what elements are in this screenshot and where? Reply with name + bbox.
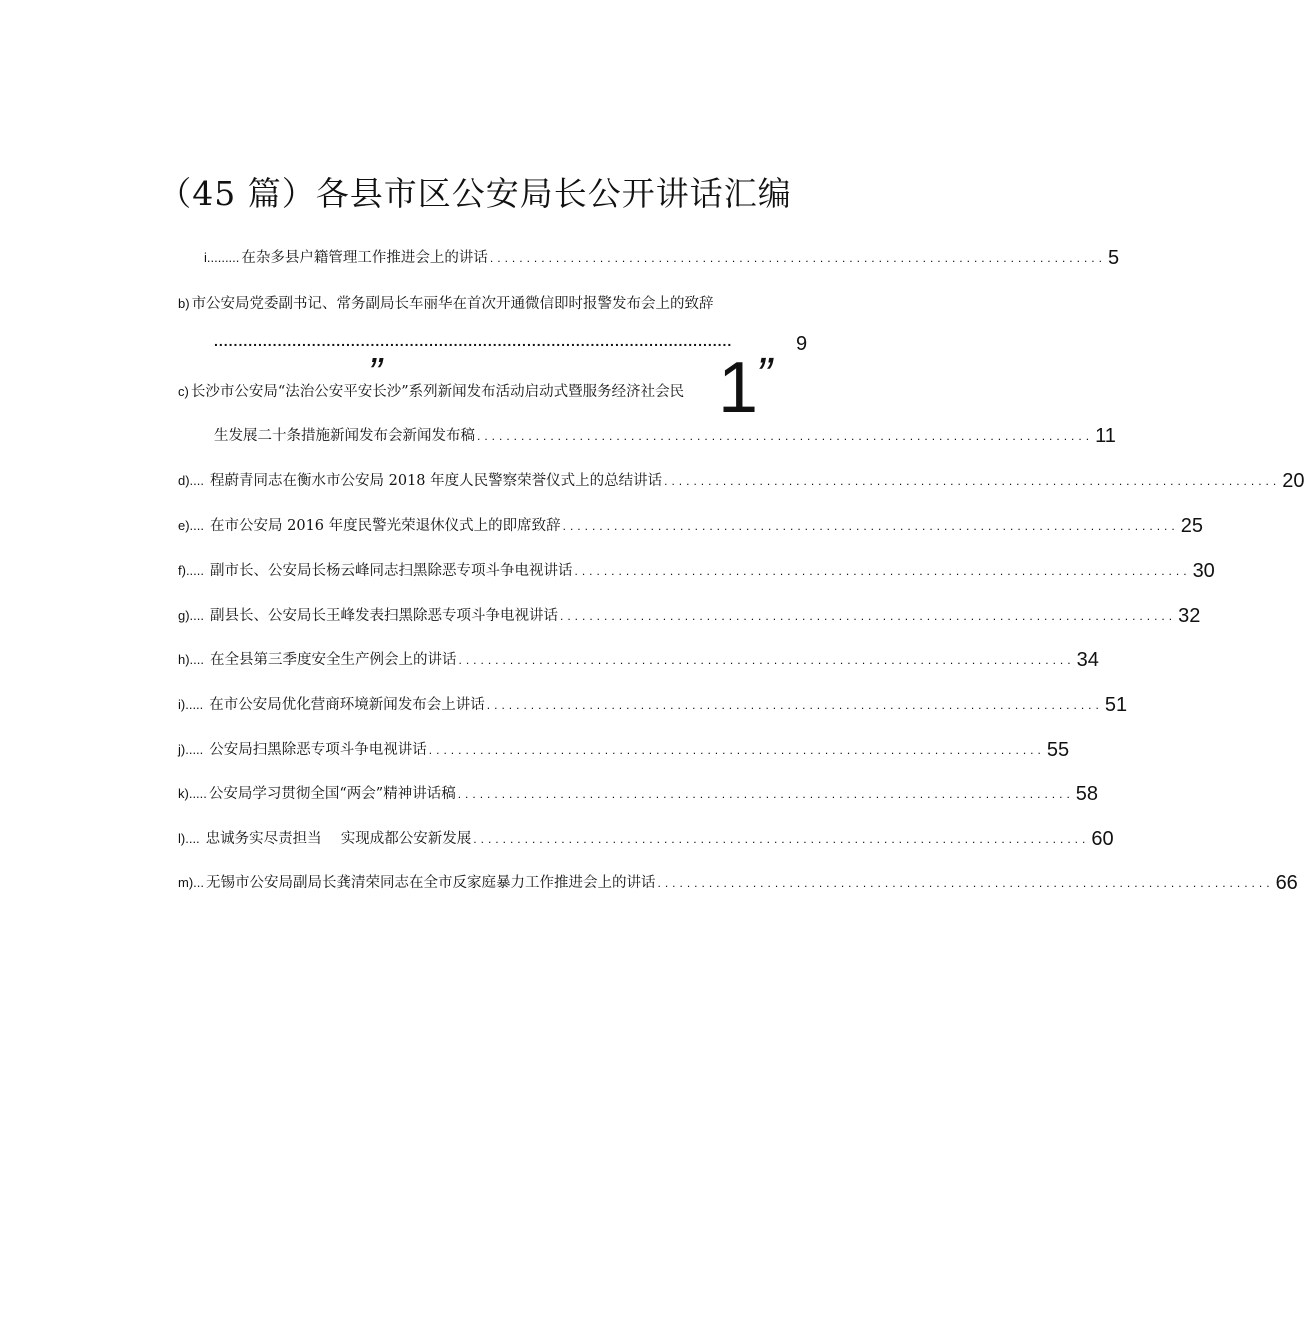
toc-entry-title: 副县长、公安局长王峰发表扫黑除恶专项斗争电视讲话 xyxy=(210,608,559,624)
toc-entry-page: 66 xyxy=(1275,872,1298,894)
toc-entry-marker: i......... xyxy=(204,250,240,265)
toc-entry-page: 60 xyxy=(1091,828,1114,850)
toc-entry-page: 5 xyxy=(1107,247,1120,269)
toc-entry[interactable] xyxy=(178,693,1128,717)
toc-entry-title-line2: 生发展二十条措施新闻发布会新闻发布稿 xyxy=(214,428,475,444)
toc-entry-title: 在全县第三季度安全生产例会上的讲话 xyxy=(210,652,457,668)
toc-entry-page: 11 xyxy=(1095,425,1116,447)
toc-entry-title: 忠诚务实尽责担当 实现成都公安新发展 xyxy=(205,831,472,847)
toc-entry-title: 程蔚青同志在衡水市公安局 2018 年度人民警察荣誉仪式上的总结讲话 xyxy=(210,473,663,489)
toc-entry[interactable] xyxy=(178,738,1070,762)
toc-entry-page: 20 xyxy=(1282,470,1304,492)
toc-entry-title: 在杂多县户籍管理工作推进会上的讲话 xyxy=(241,250,488,266)
toc-entry-page: 51 xyxy=(1104,694,1128,716)
toc-leader-dots: .................................................................................... xyxy=(428,743,1045,757)
toc-entry-marker: d).... xyxy=(178,473,205,488)
toc-entry-marker: m)... xyxy=(178,875,204,890)
toc-entry-title: 长沙市公安局“法治公安平安长沙”系列新闻发布活动启动式暨服务经济社会民 xyxy=(190,384,685,400)
stray-quote-mark: ” xyxy=(368,349,382,396)
toc-leader-dots: .................................................................................... xyxy=(489,251,1106,265)
toc-entry[interactable] xyxy=(178,871,1298,895)
stray-digit: 1 xyxy=(718,348,757,428)
toc-entry[interactable] xyxy=(204,246,1120,270)
toc-entry[interactable] xyxy=(178,782,1099,806)
toc-entry-page: 9 xyxy=(796,333,808,355)
toc-leader-dots: .................................................................................... xyxy=(664,474,1281,488)
toc-leader-dots: .................................................................................... xyxy=(486,698,1103,712)
toc-entry-marker: f)..... xyxy=(178,563,204,578)
toc-entry-marker: h).... xyxy=(178,652,205,667)
toc-entry-title: 公安局扫黑除恶专项斗争电视讲话 xyxy=(209,742,427,758)
toc-entry[interactable] xyxy=(178,380,798,404)
toc-entry-marker: e).... xyxy=(178,518,205,533)
toc-entry-marker: g).... xyxy=(178,608,205,623)
toc-entry-page: 32 xyxy=(1178,605,1201,627)
toc-entry-page: 55 xyxy=(1046,739,1070,761)
toc-leader-dots: .......................................................................................................... xyxy=(214,333,733,349)
stray-large-number xyxy=(718,348,771,428)
toc-entry-title: 在市公安局优化营商环境新闻发布会上讲话 xyxy=(209,697,485,713)
toc-leader-dots: .................................................................................... xyxy=(657,876,1274,890)
toc-entry-page: 25 xyxy=(1180,515,1203,537)
toc-leader-dots: .................................................................................... xyxy=(458,653,1075,667)
toc-entry-title: 市公安局党委副书记、常务副局长车丽华在首次开通微信即时报警发布会上的致辞 xyxy=(191,296,714,312)
toc-entry[interactable] xyxy=(178,559,1215,583)
toc-entry-marker: i)..... xyxy=(178,697,204,712)
toc-leader-dots: .................................................................................... xyxy=(473,832,1090,846)
toc-leader-dots: .................................................................................... xyxy=(477,429,1094,443)
toc-entry-title: 公安局学习贯彻全国“两会”精神讲话稿 xyxy=(208,786,456,802)
toc-entry[interactable] xyxy=(178,292,798,316)
toc-entry-marker: j)..... xyxy=(178,742,204,757)
toc-entry[interactable] xyxy=(178,604,1201,628)
toc-entry[interactable] xyxy=(178,827,1114,851)
toc-leader-dots: .................................................................................... xyxy=(457,787,1074,801)
toc-entry[interactable] xyxy=(178,648,1099,672)
toc-leader-dots: .................................................................................... xyxy=(562,519,1179,533)
toc-leader-dots: .................................................................................... xyxy=(574,564,1191,578)
toc-entry-title: 副市长、公安局长杨云峰同志扫黑除恶专项斗争电视讲话 xyxy=(210,563,573,579)
toc-entry-marker: c) xyxy=(178,384,189,399)
toc-entry-marker: l).... xyxy=(178,831,200,846)
document-title: （45 篇）各县市区公安局长公开讲话汇编 xyxy=(158,174,792,213)
toc-entry-page: 34 xyxy=(1076,649,1099,671)
toc-entry-page: 30 xyxy=(1192,560,1215,582)
toc-entry-title: 无锡市公安局副局长龚清荣同志在全市反家庭暴力工作推进会上的讲话 xyxy=(206,875,656,891)
toc-entry-marker: b) xyxy=(178,296,190,311)
toc-entry[interactable] xyxy=(178,514,1203,538)
toc-entry-marker: k)..... xyxy=(178,786,207,801)
toc-entry-title: 在市公安局 2016 年度民警光荣退休仪式上的即席致辞 xyxy=(210,518,561,534)
toc-entry-page: 58 xyxy=(1075,783,1099,805)
toc-entry[interactable] xyxy=(178,469,1304,493)
stray-quote-mark-large: ” xyxy=(756,349,771,402)
toc-leader-dots: .................................................................................... xyxy=(560,609,1177,623)
